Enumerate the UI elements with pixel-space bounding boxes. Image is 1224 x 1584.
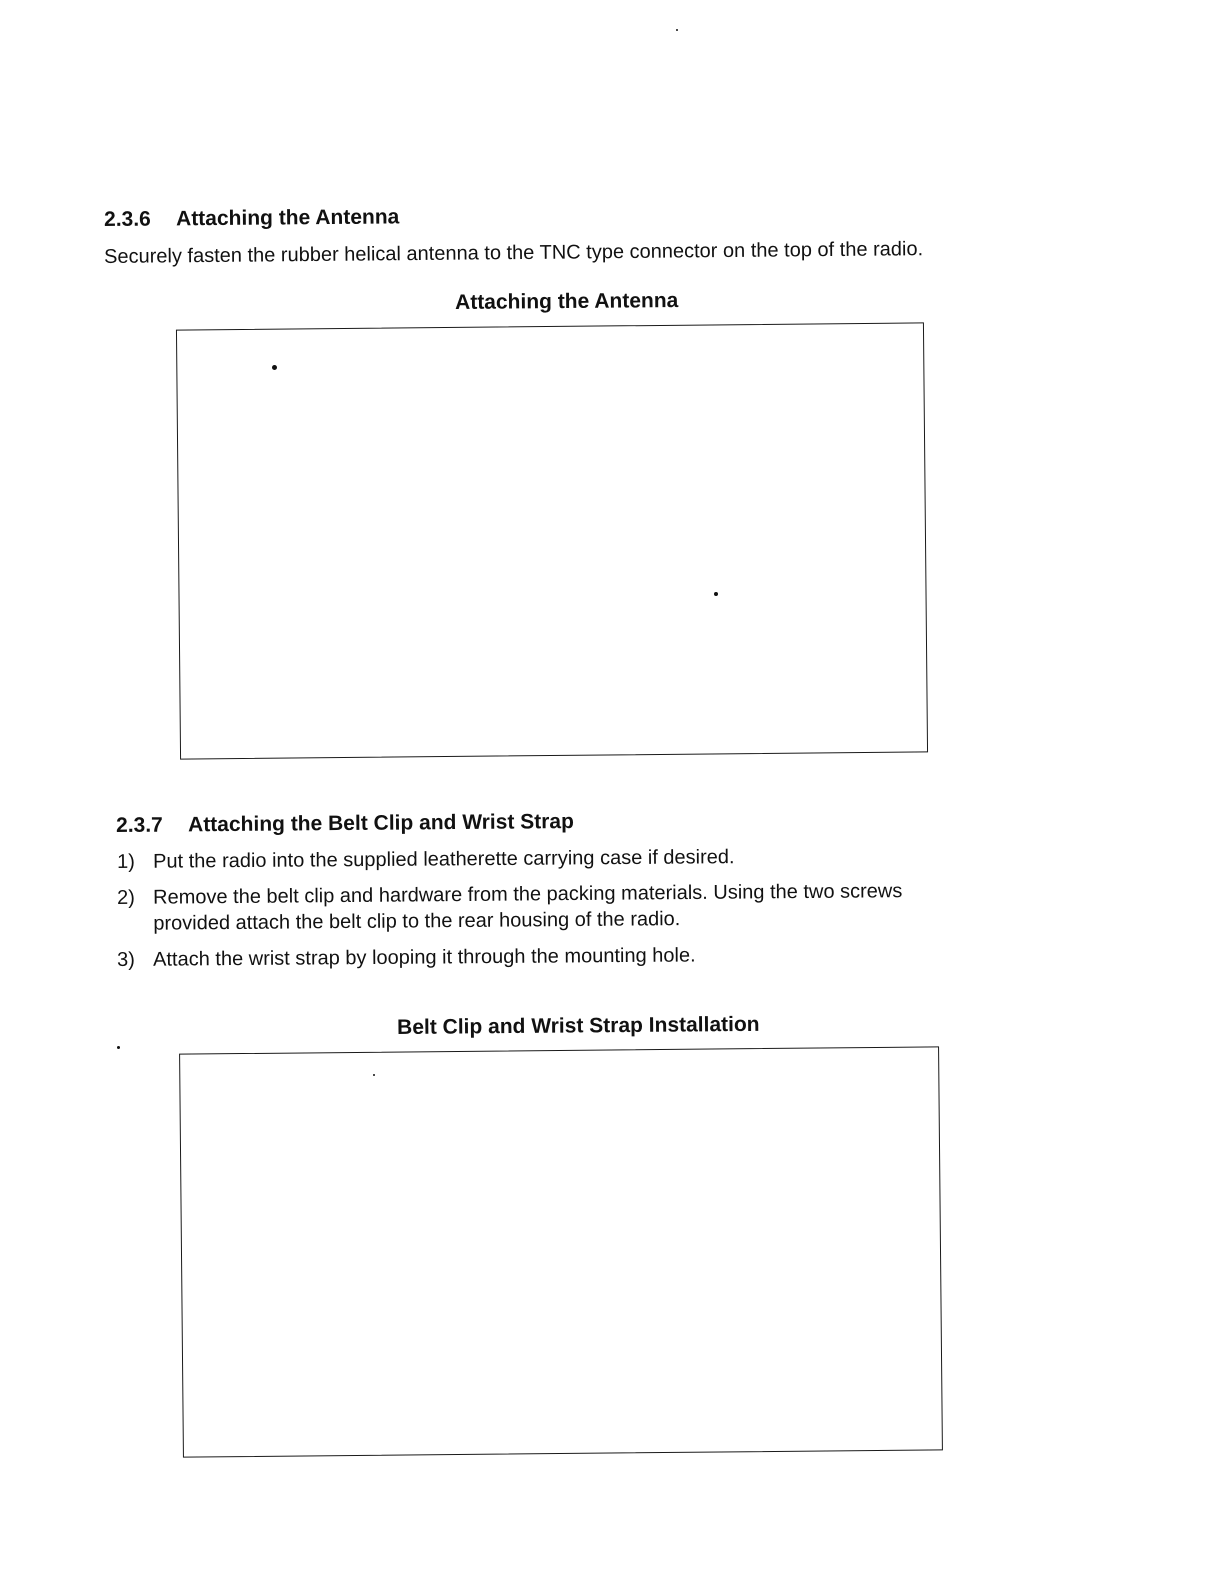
figure-caption-belt-clip: Belt Clip and Wrist Strap Installation [397, 1012, 760, 1039]
section-number: 2.3.6 [104, 207, 151, 231]
scan-speck [676, 29, 678, 31]
step-text: Attach the wrist strap by looping it through the mounting hole. [153, 944, 696, 971]
list-item-step-3 [117, 941, 1017, 974]
step-text: Put the radio into the supplied leatherette carrying case if desired. [153, 846, 735, 873]
scan-speck [117, 1046, 120, 1049]
section-heading-2-3-7 [116, 810, 574, 838]
section-heading-2-3-6 [104, 205, 399, 232]
section-title: Attaching the Antenna [175, 205, 400, 231]
step-number: 1) [117, 850, 135, 873]
figure-placeholder-antenna [176, 322, 928, 759]
scan-speck [272, 365, 277, 370]
scan-speck [714, 592, 718, 596]
section-title: Attaching the Belt Clip and Wrist Strap [187, 810, 574, 837]
list-item-step-1 [117, 843, 1017, 876]
figure-caption-antenna: Attaching the Antenna [455, 289, 679, 314]
step-number: 2) [117, 886, 135, 909]
section-body-text: Securely fasten the rubber helical antenna to the TNC type connector on the top of the radio. [104, 238, 924, 268]
step-text-continued: provided attach the belt clip to the rear housing of the radio. [153, 908, 681, 935]
list-item-step-2 [117, 878, 1017, 938]
step-text: Remove the belt clip and hardware from the packing materials. Using the two screws [153, 880, 903, 909]
figure-placeholder-belt-clip [179, 1046, 943, 1457]
step-number: 3) [117, 948, 135, 971]
section-number: 2.3.7 [116, 813, 163, 837]
scan-speck [373, 1074, 375, 1076]
